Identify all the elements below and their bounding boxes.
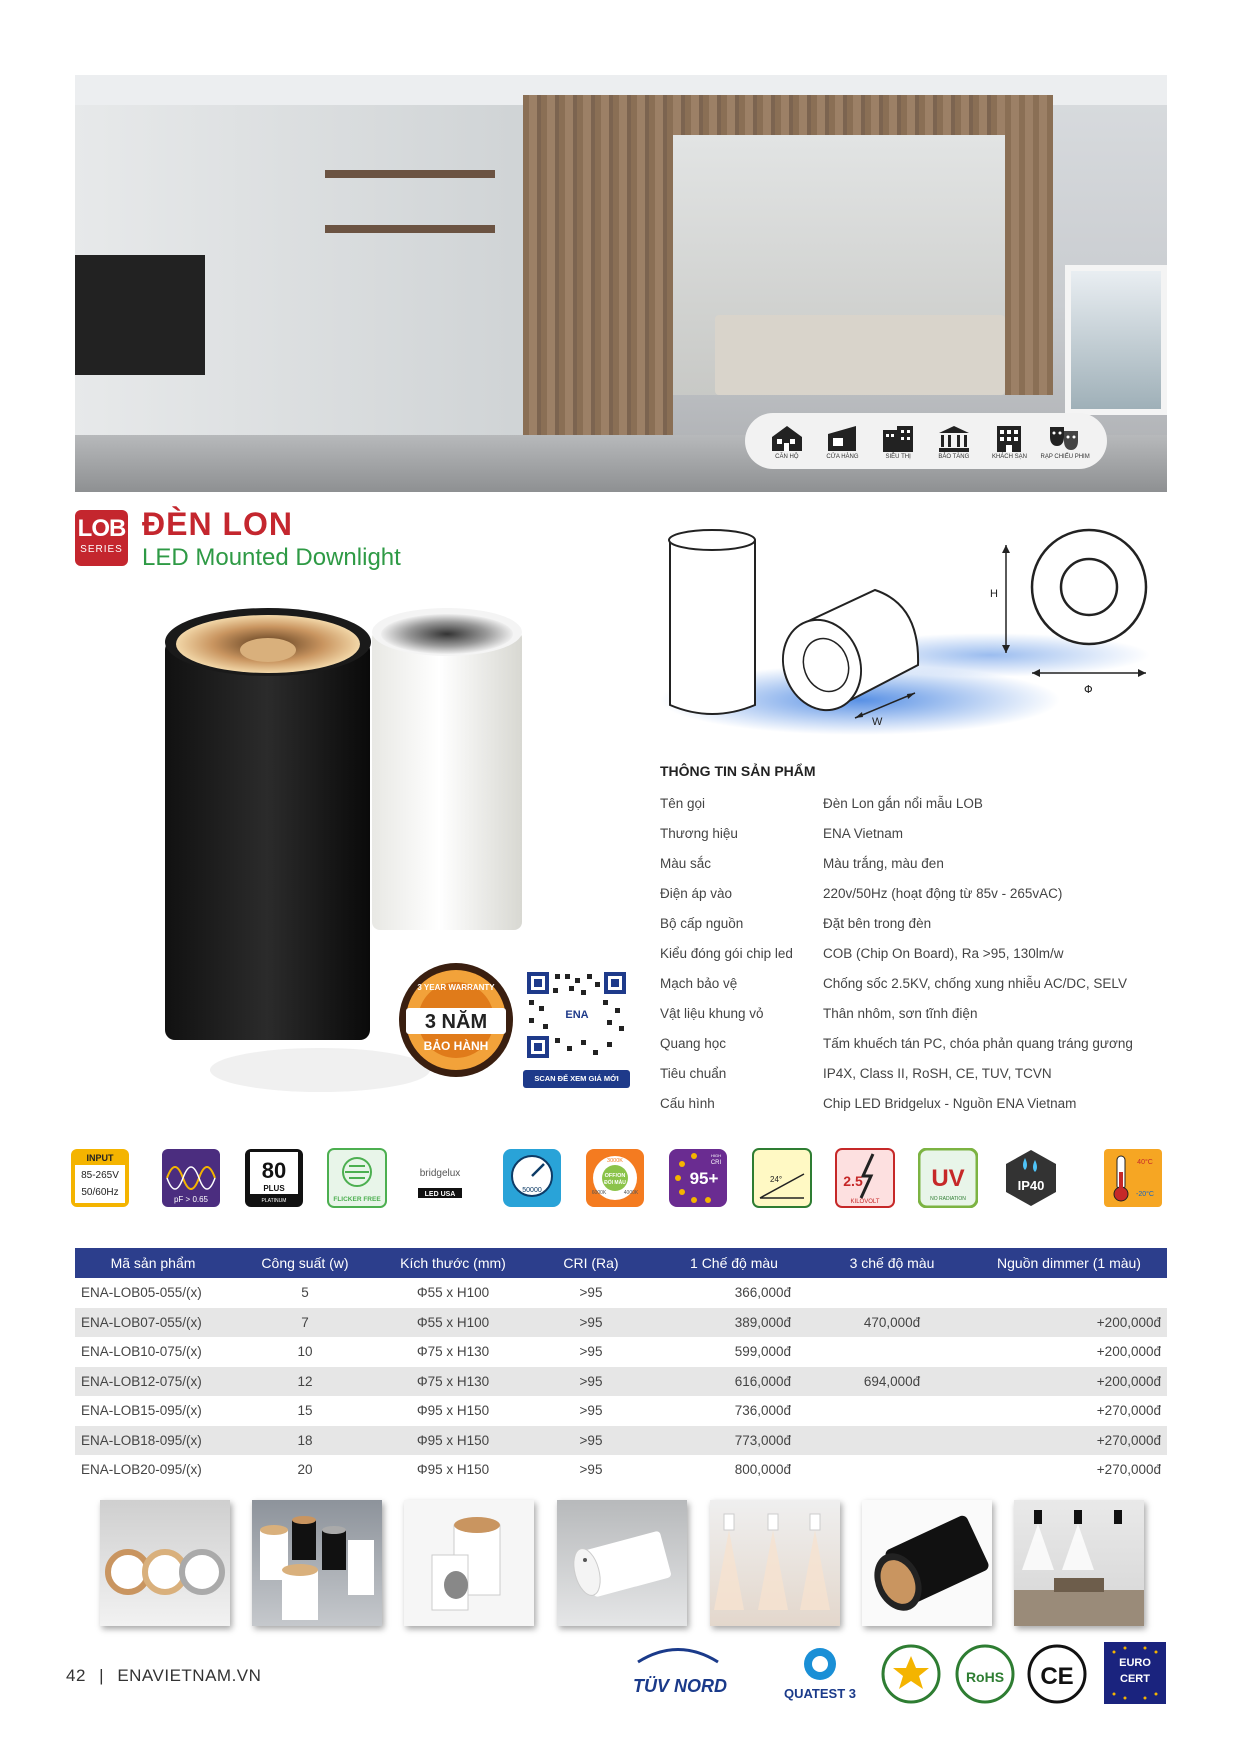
table-row: [75, 1426, 1167, 1456]
hero-wood-panel: [523, 95, 1053, 135]
column-header: 3 chế độ màu: [813, 1248, 971, 1278]
spec-value: Chip LED Bridgelux - Nguồn ENA Vietnam: [823, 1095, 1077, 1111]
cell-price-1: 599,000đ: [734, 1344, 791, 1360]
venue-theater: [1039, 422, 1091, 460]
spec-key: Vật liệu khung vỏ: [660, 1005, 764, 1021]
cell-price-1: 616,000đ: [655, 1367, 813, 1397]
shop-icon: [824, 422, 860, 452]
svg-text:TÜV NORD: TÜV NORD: [633, 1676, 727, 1696]
venue-museum: [928, 422, 980, 460]
table-row: [75, 1278, 1167, 1308]
spec-row: [660, 848, 1160, 878]
footer-separator: |: [99, 1666, 105, 1685]
black-downlight: [165, 640, 370, 1040]
venue-icon-bar: [745, 413, 1107, 469]
uv-icon: [918, 1148, 978, 1208]
svg-text:3000K: 3000K: [607, 1158, 623, 1164]
spec-key: Thương hiệu: [660, 825, 738, 841]
website-link[interactable]: ENAVIETNAM.VN: [117, 1666, 262, 1685]
input-voltage-icon: [70, 1148, 130, 1208]
svg-text:80: 80: [261, 1158, 287, 1183]
svg-text:6000K: 6000K: [591, 1190, 607, 1196]
spec-value: Màu trắng, màu đen: [823, 855, 944, 871]
specs-title: THÔNG TIN SẢN PHẨM: [660, 763, 816, 779]
cell-dimmer: +270,000đ: [1096, 1403, 1161, 1419]
svg-text:FLICKER FREE: FLICKER FREE: [333, 1196, 381, 1203]
cell-code: ENA-LOB07-055/(x): [75, 1308, 231, 1338]
gallery-photo: [862, 1500, 992, 1626]
svg-text:24°: 24°: [770, 1175, 783, 1184]
spec-row: [660, 788, 1160, 818]
svg-text:50000: 50000: [522, 1187, 542, 1194]
cell-price-3: 470,000đ: [813, 1308, 971, 1338]
svg-text:2.5: 2.5: [843, 1173, 863, 1189]
cell-price-3: [813, 1426, 971, 1456]
svg-text:PLUS: PLUS: [263, 1184, 285, 1193]
svg-text:CRI: CRI: [710, 1160, 722, 1166]
cell-code: ENA-LOB05-055/(x): [81, 1285, 202, 1301]
certification-logos: [628, 1642, 1168, 1704]
cell-cri: >95: [527, 1426, 655, 1456]
spec-row: [660, 968, 1160, 998]
bridgelux-icon: [410, 1148, 470, 1208]
series-badge: [75, 510, 128, 566]
cell-code: ENA-LOB10-075/(x): [81, 1344, 202, 1360]
cell-dimmer: +270,000đ: [1096, 1462, 1161, 1478]
spec-value: IP4X, Class II, RoSH, CE, TUV, TCVN: [823, 1065, 1052, 1081]
spec-row: [660, 818, 1160, 848]
svg-text:ĐỔI MÀU: ĐỔI MÀU: [604, 1180, 626, 1186]
hero-shelf: [325, 225, 495, 233]
venue-label: CĂN HỘ: [775, 454, 799, 460]
gallery-photo: [1014, 1500, 1144, 1626]
lifespan-icon: [502, 1148, 562, 1208]
svg-text:KILOVOLT: KILOVOLT: [850, 1199, 880, 1205]
gallery-photo: [100, 1500, 230, 1626]
svg-text:40°C: 40°C: [1137, 1159, 1153, 1166]
svg-text:EURO: EURO: [1119, 1657, 1151, 1669]
feature-icons: [70, 1148, 1170, 1210]
surge-protection-icon: [835, 1148, 895, 1208]
cell-size: Φ55 x H100: [416, 1285, 490, 1301]
gallery-photo: [710, 1500, 840, 1626]
tuv-nord-icon: [633, 1650, 727, 1697]
dimension-label-w: W: [872, 716, 883, 728]
svg-text:IP40: IP40: [1017, 1178, 1045, 1193]
cell-power: 15: [297, 1403, 313, 1419]
table-header-row: [75, 1248, 1167, 1278]
cell-size: Φ75 x H130: [416, 1344, 490, 1360]
svg-text:QUATEST 3: QUATEST 3: [784, 1686, 856, 1701]
table-row: [75, 1337, 1167, 1367]
cell-power: 12: [231, 1367, 379, 1397]
cell-code: ENA-LOB12-075/(x): [75, 1367, 231, 1397]
spec-key: Bộ cấp nguồn: [660, 915, 744, 931]
spec-value: 220v/50Hz (hoạt động từ 85v - 265vAC): [823, 885, 1063, 901]
rohs-icon: [957, 1646, 1013, 1702]
beam-angle-icon: [752, 1148, 812, 1208]
dimension-label-h: H: [990, 588, 998, 600]
page-footer: [66, 1666, 261, 1686]
hero-wood-panel: [523, 95, 673, 492]
spec-row: [660, 1088, 1160, 1118]
svg-text:95+: 95+: [689, 1169, 719, 1188]
table-row: [75, 1396, 1167, 1426]
spec-row: [660, 1058, 1160, 1088]
spec-key: Tên gọi: [660, 795, 706, 811]
cell-dimmer: [971, 1278, 1167, 1308]
column-header: Mã sản phẩm: [75, 1248, 231, 1278]
cell-cri: >95: [579, 1403, 603, 1419]
cell-size: Φ95 x H150: [416, 1462, 490, 1478]
gallery-photo: [404, 1500, 534, 1626]
column-header: Kích thước (mm): [379, 1248, 527, 1278]
svg-text:3 YEAR WARRANTY: 3 YEAR WARRANTY: [417, 983, 495, 992]
spec-value: Đặt bên trong đèn: [823, 915, 932, 931]
cell-power: 10: [297, 1344, 313, 1360]
cell-price-3: [813, 1455, 971, 1485]
vietnam-quality-icon: [883, 1646, 939, 1702]
svg-text:INPUT: INPUT: [86, 1153, 114, 1163]
product-gallery: [100, 1500, 1145, 1626]
spec-value: COB (Chip On Board), Ra >95, 130lm/w: [823, 945, 1064, 961]
cell-price-1: 736,000đ: [734, 1403, 791, 1419]
80-plus-platinum-icon: [244, 1148, 304, 1208]
qr-code[interactable]: [523, 968, 630, 1062]
table-row: [75, 1367, 1167, 1397]
column-header: 1 Chế độ màu: [655, 1248, 813, 1278]
svg-text:UV: UV: [931, 1165, 965, 1192]
cell-dimmer: +270,000đ: [971, 1426, 1167, 1456]
apartment-icon: [769, 422, 805, 452]
gallery-photo: [252, 1500, 382, 1626]
hotel-icon: [991, 422, 1027, 452]
svg-text:CERT: CERT: [1120, 1673, 1150, 1685]
price-table: [75, 1248, 1167, 1485]
spec-key: Quang học: [660, 1035, 727, 1051]
table-row: [75, 1308, 1167, 1338]
cell-price-1: 800,000đ: [734, 1462, 791, 1478]
temperature-icon: [1103, 1148, 1163, 1208]
qr-code-block[interactable]: [523, 968, 630, 1084]
spec-value: Chống sốc 2.5KV, chống xung nhiễu AC/DC, SELV: [823, 975, 1127, 991]
svg-text:HIGH: HIGH: [711, 1153, 721, 1158]
venue-apartment: [761, 422, 813, 460]
cell-code: ENA-LOB15-095/(x): [81, 1403, 202, 1419]
cell-size: Φ95 x H150: [379, 1426, 527, 1456]
cell-price-3: [813, 1396, 971, 1426]
flicker-free-icon: [327, 1148, 387, 1208]
column-header: Nguồn dimmer (1 màu): [971, 1248, 1167, 1278]
ce-icon: [1029, 1646, 1085, 1702]
cell-cri: >95: [579, 1462, 603, 1478]
cell-power: 18: [231, 1426, 379, 1456]
venue-shop: [816, 422, 868, 460]
svg-text:CE: CE: [1040, 1663, 1074, 1690]
cell-dimmer: +200,000đ: [971, 1367, 1167, 1397]
color-temperature-icon: [585, 1148, 645, 1208]
spec-value: Tấm khuếch tán PC, chóa phản quang tráng gương: [823, 1035, 1133, 1051]
theater-masks-icon: [1047, 422, 1083, 452]
svg-text:pF > 0.65: pF > 0.65: [173, 1195, 209, 1204]
dimension-diagram: [660, 525, 1160, 755]
svg-text:PLATINUM: PLATINUM: [261, 1198, 287, 1204]
cell-code: ENA-LOB20-095/(x): [81, 1462, 202, 1478]
hero-wall-art: [1065, 265, 1167, 415]
venue-label: KHÁCH SẠN: [991, 454, 1027, 460]
dimension-label-phi: Φ: [1084, 683, 1093, 696]
svg-text:BẢO HÀNH: BẢO HÀNH: [423, 1039, 489, 1053]
venue-supermarket: [872, 422, 924, 460]
cell-dimmer: +200,000đ: [971, 1308, 1167, 1338]
venue-label: RẠP CHIẾU PHIM: [1040, 454, 1090, 460]
hero-tv: [75, 255, 205, 375]
qr-caption: SCAN ĐỂ XEM GIÁ MỚI: [523, 1070, 630, 1088]
svg-text:bridgelux: bridgelux: [419, 1168, 461, 1179]
svg-text:ENA: ENA: [565, 1009, 589, 1021]
ip40-icon: [1001, 1148, 1061, 1208]
specs-list: [660, 788, 1160, 1118]
cell-price-1: 389,000đ: [655, 1308, 813, 1338]
power-factor-icon: [161, 1148, 221, 1208]
svg-text:4000K: 4000K: [623, 1190, 639, 1196]
svg-text:50/60Hz: 50/60Hz: [81, 1187, 119, 1198]
gallery-photo: [557, 1500, 687, 1626]
venue-label: SIÊU THỊ: [885, 454, 911, 460]
venue-label: CỬA HÀNG: [826, 454, 859, 460]
cell-power: 20: [297, 1462, 313, 1478]
cri-icon: [668, 1148, 728, 1208]
white-downlight: [372, 630, 522, 930]
cell-price-3: [813, 1278, 971, 1308]
spec-key: Điện áp vào: [660, 885, 733, 901]
column-header: Công suất (w): [231, 1248, 379, 1278]
supermarket-icon: [880, 422, 916, 452]
cell-cri: >95: [579, 1344, 603, 1360]
quatest3-icon: [784, 1648, 856, 1701]
cell-dimmer: +200,000đ: [1096, 1344, 1161, 1360]
table-row: [75, 1455, 1167, 1485]
spec-row: [660, 998, 1160, 1028]
spec-value: Đèn Lon gắn nổi mẫu LOB: [823, 795, 983, 811]
cell-power: 7: [231, 1308, 379, 1338]
hero-photo: [75, 75, 1167, 492]
spec-value: Thân nhôm, sơn tĩnh điện: [823, 1005, 978, 1021]
hero-bed: [715, 315, 1005, 395]
cell-cri: >95: [527, 1367, 655, 1397]
spec-key: Kiểu đóng gói chip led: [660, 945, 793, 961]
eurocert-icon: [1104, 1642, 1166, 1704]
spec-key: Màu sắc: [660, 855, 712, 871]
cell-code: ENA-LOB18-095/(x): [75, 1426, 231, 1456]
cell-price-1: 366,000đ: [734, 1285, 791, 1301]
spec-key: Tiêu chuẩn: [660, 1065, 727, 1081]
hero-wood-panel: [1005, 95, 1053, 395]
venue-label: BẢO TÀNG: [938, 454, 970, 460]
page-number: 42: [66, 1666, 86, 1685]
spec-row: [660, 1028, 1160, 1058]
cell-size: Φ55 x H100: [379, 1308, 527, 1338]
cell-cri: >95: [579, 1285, 603, 1301]
series-badge-code: LOB: [77, 515, 126, 542]
cell-power: 5: [301, 1285, 309, 1301]
spec-key: Mạch bảo vệ: [660, 975, 738, 991]
warranty-seal: [396, 960, 516, 1080]
spec-key: Cấu hình: [660, 1095, 715, 1111]
hero-shelf: [325, 170, 495, 178]
svg-text:3 NĂM: 3 NĂM: [424, 1011, 488, 1033]
cell-size: Φ75 x H130: [379, 1367, 527, 1397]
column-header: CRI (Ra): [527, 1248, 655, 1278]
cell-price-3: [813, 1337, 971, 1367]
cell-price-1: 773,000đ: [655, 1426, 813, 1456]
svg-text:RoHS: RoHS: [965, 1669, 1005, 1685]
museum-icon: [936, 422, 972, 452]
venue-hotel: [983, 422, 1035, 460]
cell-size: Φ95 x H150: [416, 1403, 490, 1419]
cell-cri: >95: [527, 1308, 655, 1338]
cell-price-3: 694,000đ: [813, 1367, 971, 1397]
spec-row: [660, 878, 1160, 908]
svg-text:-20°C: -20°C: [1136, 1191, 1154, 1198]
spec-value: ENA Vietnam: [823, 825, 904, 841]
product-title: ĐÈN LON: [142, 506, 293, 542]
svg-text:LED USA: LED USA: [424, 1191, 456, 1198]
spec-row: [660, 908, 1160, 938]
spec-row: [660, 938, 1160, 968]
svg-text:85-265V: 85-265V: [81, 1170, 119, 1181]
series-badge-label: SERIES: [80, 544, 123, 555]
product-subtitle: LED Mounted Downlight: [142, 544, 401, 571]
svg-text:NO RADIATION: NO RADIATION: [930, 1196, 966, 1202]
svg-text:OFF/ON: OFF/ON: [604, 1173, 626, 1179]
